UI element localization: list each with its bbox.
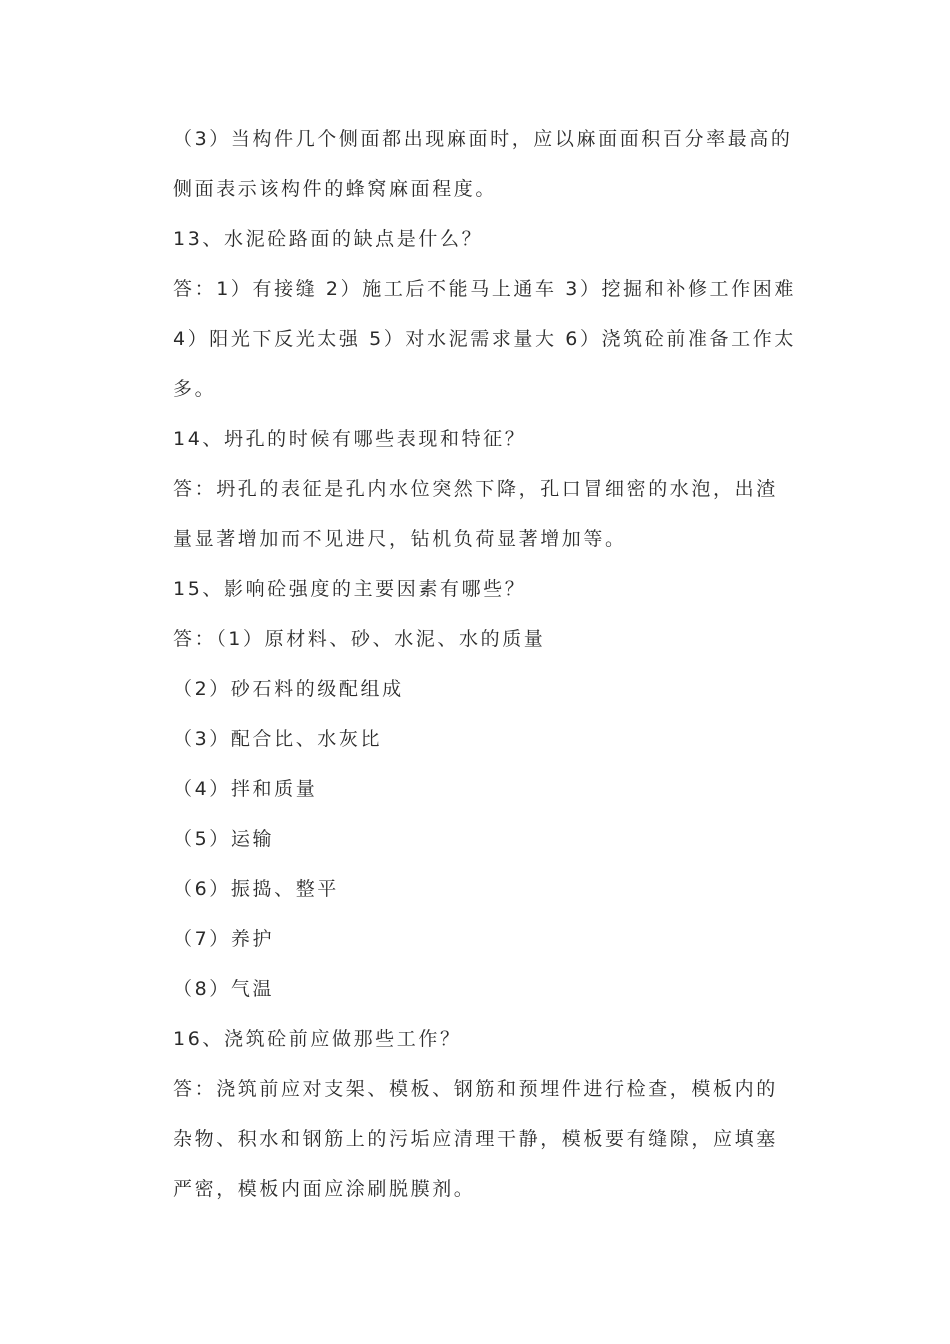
answer-line: 多。 (173, 378, 217, 400)
list-item: （3）配合比、水灰比 (173, 728, 383, 750)
list-item: （2）砂石料的级配组成 (173, 678, 404, 700)
answer-line: 答：浇筑前应对支架、模板、钢筋和预埋件进行检查，模板内的 (173, 1078, 778, 1100)
list-item: （7）养护 (173, 928, 275, 950)
answer-line: 答：1）有接缝 2）施工后不能马上通车 3）挖掘和补修工作困难 (173, 278, 796, 300)
list-item: （5）运输 (173, 828, 275, 850)
text-line: （3）当构件几个侧面都出现麻面时，应以麻面面积百分率最高的 (173, 128, 793, 150)
list-item: （6）振捣、整平 (173, 878, 339, 900)
answer-line: 答：（1）原材料、砂、水泥、水的质量 (173, 628, 546, 650)
list-item: （4）拌和质量 (173, 778, 318, 800)
text-line: 侧面表示该构件的蜂窝麻面程度。 (173, 178, 498, 200)
answer-line: 量显著增加而不见进尺，钻机负荷显著增加等。 (173, 528, 627, 550)
answer-line: 杂物、积水和钢筋上的污垢应清理干静，模板要有缝隙，应填塞 (173, 1128, 778, 1150)
list-item: （8）气温 (173, 978, 275, 1000)
question-heading: 14、坍孔的时候有哪些表现和特征？ (173, 428, 527, 450)
answer-line: 4）阳光下反光太强 5）对水泥需求量大 6）浇筑砼前准备工作太 (173, 328, 796, 350)
answer-line: 严密，模板内面应涂刷脱膜剂。 (173, 1178, 476, 1200)
answer-line: 答：坍孔的表征是孔内水位突然下降，孔口冒细密的水泡，出渣 (173, 478, 778, 500)
question-heading: 15、影响砼强度的主要因素有哪些？ (173, 578, 527, 600)
question-heading: 16、浇筑砼前应做那些工作？ (173, 1028, 462, 1050)
question-heading: 13、水泥砼路面的缺点是什么？ (173, 228, 484, 250)
